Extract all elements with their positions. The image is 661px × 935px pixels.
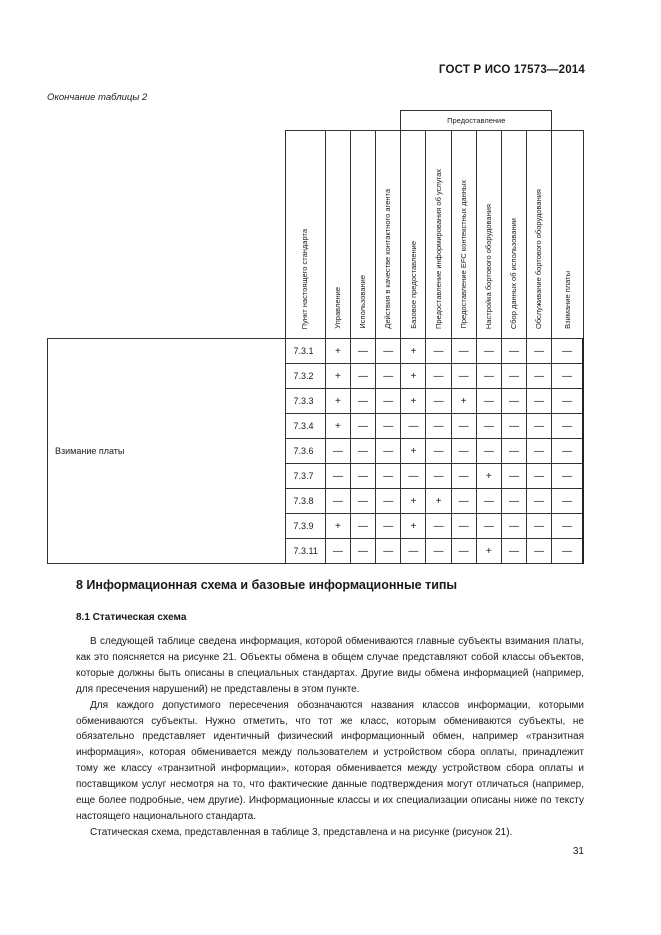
clause-cell: 7.3.8 <box>285 489 325 514</box>
column-header <box>285 131 325 339</box>
table-cell: — <box>527 439 552 464</box>
table-cell: — <box>451 464 476 489</box>
column-header-label: Предоставление информирования об услугах <box>433 169 443 329</box>
column-header-label: Взимание платы <box>562 271 572 329</box>
area-column-header <box>48 131 286 339</box>
table-cell: — <box>350 364 375 389</box>
clause-cell: 7.3.9 <box>285 514 325 539</box>
column-header <box>552 131 583 339</box>
table-cell: — <box>552 464 583 489</box>
column-header-label: Сбор данных об использовании <box>509 217 519 329</box>
table-cell: — <box>501 489 526 514</box>
table-cell: — <box>451 539 476 564</box>
table-cell: — <box>376 339 401 364</box>
column-header-row <box>48 131 584 339</box>
table-cell: — <box>552 414 583 439</box>
column-header-label: Предоставление EFC контекстных данных <box>458 180 468 329</box>
table-cell: — <box>476 339 501 364</box>
table-cell: — <box>527 364 552 389</box>
table-cell: + <box>451 389 476 414</box>
table-cell: — <box>476 489 501 514</box>
table-cell: — <box>451 364 476 389</box>
table-cell: — <box>451 489 476 514</box>
table-cell: — <box>501 389 526 414</box>
table-cell: + <box>476 539 501 564</box>
column-header <box>476 131 501 339</box>
table-cell: — <box>426 539 451 564</box>
table-cell: + <box>325 339 350 364</box>
column-header-label: Управление <box>333 287 343 329</box>
column-header-label: Пункт настоящего стандарта <box>300 228 310 329</box>
table-cell: — <box>552 514 583 539</box>
table-cell: — <box>325 489 350 514</box>
table-cell: — <box>501 464 526 489</box>
table-cell: — <box>350 339 375 364</box>
table-cell: — <box>501 339 526 364</box>
table-cell: — <box>527 489 552 514</box>
paragraph: Статическая схема, представленная в таблице 3, представлена и на рисунке (рисунок 21). <box>90 826 513 838</box>
column-header <box>376 131 401 339</box>
table-cell: — <box>401 464 426 489</box>
table-cell: — <box>501 539 526 564</box>
table-cell: — <box>426 339 451 364</box>
clause-cell: 7.3.3 <box>285 389 325 414</box>
table-cell: — <box>325 439 350 464</box>
table-cell: — <box>350 389 375 414</box>
table-cell: — <box>476 389 501 414</box>
column-header <box>325 131 350 339</box>
table-cell: — <box>527 539 552 564</box>
table-cell: — <box>426 414 451 439</box>
table-cell: — <box>376 489 401 514</box>
column-header-label: Обслуживание бортового оборудования <box>534 189 544 329</box>
table-cell: — <box>426 464 451 489</box>
table-cell: — <box>376 439 401 464</box>
table-cell: — <box>451 339 476 364</box>
column-header <box>350 131 375 339</box>
table-cell: + <box>401 439 426 464</box>
table-cell: — <box>527 414 552 439</box>
clause-cell: 7.3.7 <box>285 464 325 489</box>
table-cell: — <box>527 389 552 414</box>
column-header <box>451 131 476 339</box>
table-cell: — <box>376 514 401 539</box>
table-cell: + <box>476 464 501 489</box>
clause-cell: 7.3.4 <box>285 414 325 439</box>
table-cell: + <box>325 414 350 439</box>
table-cell: — <box>552 389 583 414</box>
table-cell: — <box>552 339 583 364</box>
table-cell: — <box>426 389 451 414</box>
area-label: Взимание платы <box>48 339 286 564</box>
table-cell: + <box>426 489 451 514</box>
table-cell: — <box>376 464 401 489</box>
table-cell: — <box>552 364 583 389</box>
clause-cell: 7.3.2 <box>285 364 325 389</box>
body-text <box>76 634 584 841</box>
column-header-label: Базовое предоставление <box>408 241 418 329</box>
column-header-label: Использование <box>358 275 368 329</box>
table-cell: — <box>527 464 552 489</box>
table-cell: + <box>325 514 350 539</box>
table-cell: — <box>350 464 375 489</box>
table-cell: — <box>552 439 583 464</box>
table-cell: + <box>401 339 426 364</box>
table-cell: — <box>350 439 375 464</box>
table-cell: — <box>376 539 401 564</box>
clause-cell: 7.3.11 <box>285 539 325 564</box>
table-cell: — <box>451 439 476 464</box>
table-cell: — <box>527 339 552 364</box>
services-table <box>47 110 584 564</box>
table-row <box>48 339 584 364</box>
table-cell: — <box>376 414 401 439</box>
table-cell: — <box>350 489 375 514</box>
table-cell: — <box>501 364 526 389</box>
column-header <box>527 131 552 339</box>
table-cell: + <box>401 364 426 389</box>
table-cell: — <box>426 364 451 389</box>
group-header-row <box>48 111 584 131</box>
table-cell: + <box>401 389 426 414</box>
table-cell: + <box>401 489 426 514</box>
column-header <box>401 131 426 339</box>
table-cell: — <box>426 439 451 464</box>
subsection-heading: 8.1 Статическая схема <box>76 612 187 623</box>
paragraph: В следующей таблице сведена информация, которой обмениваются главные субъекты взимания платы, как это поясняется на рисунке 21. Объекты обмена в общем случае представляют собой классы объектов, которые должны быть описаны в специальных стандартах. Другие виды обмена информацией (например, для пресечения нарушений) не представлены в этом пункте. <box>76 636 584 695</box>
table-cell: — <box>501 414 526 439</box>
table-cell: — <box>451 514 476 539</box>
section-heading: 8 Информационная схема и базовые информационные типы <box>76 578 458 592</box>
table-cell: — <box>552 539 583 564</box>
column-header <box>426 131 451 339</box>
table-cell: — <box>401 414 426 439</box>
table-cell: — <box>350 414 375 439</box>
column-header-label: Действия в качестве контактного агента <box>383 189 393 329</box>
table-cell: — <box>401 539 426 564</box>
table-cell: — <box>325 539 350 564</box>
column-header <box>501 131 526 339</box>
table-cell: — <box>476 414 501 439</box>
table-cell: — <box>350 514 375 539</box>
table-cell: + <box>325 389 350 414</box>
table-cell: — <box>501 439 526 464</box>
table-cell: — <box>376 364 401 389</box>
table-cell: + <box>325 364 350 389</box>
table-cell: — <box>325 464 350 489</box>
table-cell: + <box>401 514 426 539</box>
table-cell: — <box>350 539 375 564</box>
table-cell: — <box>501 514 526 539</box>
paragraph: Для каждого допустимого пересечения обозначаются названия классов информации, которыми обмениваются субъекты. Нужно отметить, что тот же класс, которым обмениваются субъекты, не обязательно представляет идентичный физический информационный обмен, например «транзитная информация», которая обменивается между пользователем и устройством сбора оплаты, принадлежит тому же классу «транзитной информации», которая обменивается между устройством сбора оплаты и поставщиком услуг несмотря на то, что фактические данные подтверждения могут отличаться (например, еще более подробные, чем другие). Информационные классы и их специализации описаны ниже по тексту настоящего национального стандарта. <box>76 699 584 822</box>
table-cell: — <box>426 514 451 539</box>
table-cell: — <box>476 439 501 464</box>
table-cell: — <box>476 364 501 389</box>
table-cell: — <box>451 414 476 439</box>
table-caption: Окончание таблицы 2 <box>47 92 148 103</box>
table-cell: — <box>527 514 552 539</box>
table-cell: — <box>476 514 501 539</box>
clause-cell: 7.3.6 <box>285 439 325 464</box>
table-cell: — <box>552 489 583 514</box>
clause-cell: 7.3.1 <box>285 339 325 364</box>
page-number: 31 <box>572 846 584 857</box>
table-cell: — <box>376 389 401 414</box>
column-header-label: Настройка бортового оборудования <box>484 203 494 329</box>
document-id: ГОСТ Р ИСО 17573—2014 <box>438 64 585 76</box>
group-header: Предоставление <box>401 111 552 131</box>
